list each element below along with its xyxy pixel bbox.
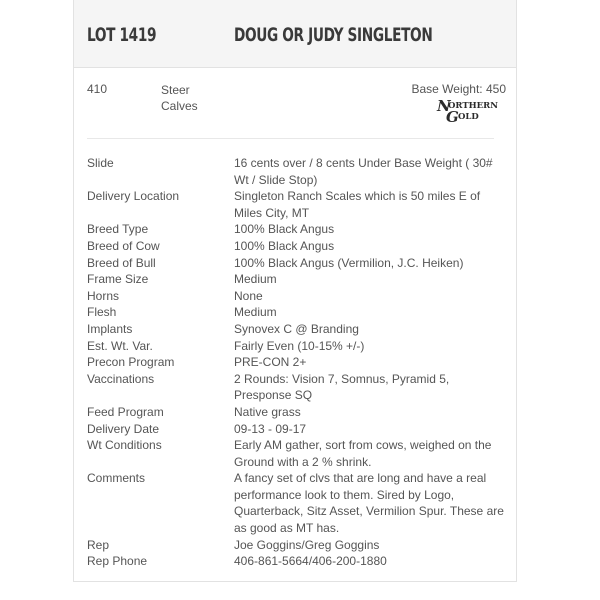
detail-label: Feed Program bbox=[87, 404, 164, 419]
detail-row bbox=[87, 221, 507, 238]
detail-label: Rep Phone bbox=[87, 554, 148, 569]
detail-value: 100% Black Angus bbox=[234, 222, 335, 237]
detail-row bbox=[87, 437, 507, 470]
lot-number: LOT 1419 bbox=[87, 24, 157, 46]
detail-value: A fancy set of clvs that are long and have a real performance look to them. Sired by Logo, Quarterback, Sitz Asset, Vermilion Spur. These are as good as MT has. bbox=[234, 471, 504, 536]
base-weight: Base Weight: 450 bbox=[411, 82, 506, 96]
logo-word-2: OLD bbox=[458, 112, 479, 122]
detail-value: None bbox=[234, 288, 263, 303]
detail-label: Breed of Cow bbox=[87, 238, 160, 253]
summary-divider bbox=[87, 138, 494, 139]
lot-details bbox=[87, 155, 507, 570]
detail-label: Horns bbox=[87, 288, 120, 303]
detail-row bbox=[87, 155, 507, 188]
detail-label: Breed of Bull bbox=[87, 255, 156, 270]
detail-row bbox=[87, 188, 507, 221]
detail-row bbox=[87, 553, 507, 570]
detail-value: Singleton Ranch Scales which is 50 miles E of Miles City, MT bbox=[234, 189, 481, 220]
detail-label: Slide bbox=[87, 156, 114, 170]
detail-row bbox=[87, 271, 507, 288]
detail-value: 406-861-5664/406-200-1880 bbox=[234, 554, 387, 569]
detail-label: Delivery Date bbox=[87, 421, 160, 436]
detail-label: Rep bbox=[87, 537, 110, 552]
detail-value: Medium bbox=[234, 272, 277, 287]
detail-label: Frame Size bbox=[87, 272, 149, 287]
logo-initial-n: N bbox=[437, 97, 451, 115]
detail-value: 2 Rounds: Vision 7, Somnus, Pyramid 5, Presponse SQ bbox=[234, 371, 450, 403]
detail-row bbox=[87, 354, 507, 371]
detail-label: Delivery Location bbox=[87, 189, 180, 204]
detail-row bbox=[87, 371, 507, 404]
detail-row bbox=[87, 404, 507, 421]
detail-row bbox=[87, 421, 507, 438]
detail-label: Breed Type bbox=[87, 222, 149, 237]
detail-value: Medium bbox=[234, 305, 277, 320]
detail-value: 16 cents over / 8 cents Under Base Weight ( 30# Wt / Slide Stop) bbox=[234, 156, 493, 187]
detail-label: Comments bbox=[87, 471, 146, 486]
logo-word-1: ORTHERN bbox=[448, 101, 498, 111]
detail-row bbox=[87, 537, 507, 554]
detail-value: Fairly Even (10-15% +/-) bbox=[234, 338, 365, 353]
detail-value: 100% Black Angus bbox=[234, 238, 335, 253]
detail-row bbox=[87, 238, 507, 255]
lot-card bbox=[73, 0, 517, 582]
detail-value: Native grass bbox=[234, 404, 301, 419]
detail-row bbox=[87, 470, 507, 536]
detail-label: Precon Program bbox=[87, 355, 175, 370]
detail-label: Wt Conditions bbox=[87, 438, 162, 453]
detail-value: 100% Black Angus (Vermilion, J.C. Heiken) bbox=[234, 255, 464, 270]
lot-summary bbox=[74, 67, 516, 139]
detail-row bbox=[87, 255, 507, 272]
lot-header bbox=[74, 0, 516, 68]
detail-row bbox=[87, 321, 507, 338]
detail-label: Est. Wt. Var. bbox=[87, 338, 153, 353]
detail-label: Implants bbox=[87, 321, 133, 336]
detail-value: PRE-CON 2+ bbox=[234, 355, 307, 370]
detail-value: Early AM gather, sort from cows, weighed on the Ground with a 2 % shrink. bbox=[234, 438, 492, 469]
detail-value: Joe Goggins/Greg Goggins bbox=[234, 537, 380, 552]
detail-label: Flesh bbox=[87, 305, 117, 320]
northern-gold-logo bbox=[436, 97, 504, 123]
head-count: 410 bbox=[87, 82, 108, 96]
detail-value: Synovex C @ Branding bbox=[234, 321, 359, 336]
consignor-name: DOUG OR JUDY SINGLETON bbox=[234, 24, 433, 46]
detail-value: 09-13 - 09-17 bbox=[234, 421, 307, 436]
detail-row bbox=[87, 304, 507, 321]
logo-initial-g: G bbox=[446, 108, 459, 123]
detail-row bbox=[87, 338, 507, 355]
detail-label: Vaccinations bbox=[87, 371, 155, 386]
detail-row bbox=[87, 288, 507, 305]
cattle-description: Steer Calves bbox=[161, 83, 198, 113]
